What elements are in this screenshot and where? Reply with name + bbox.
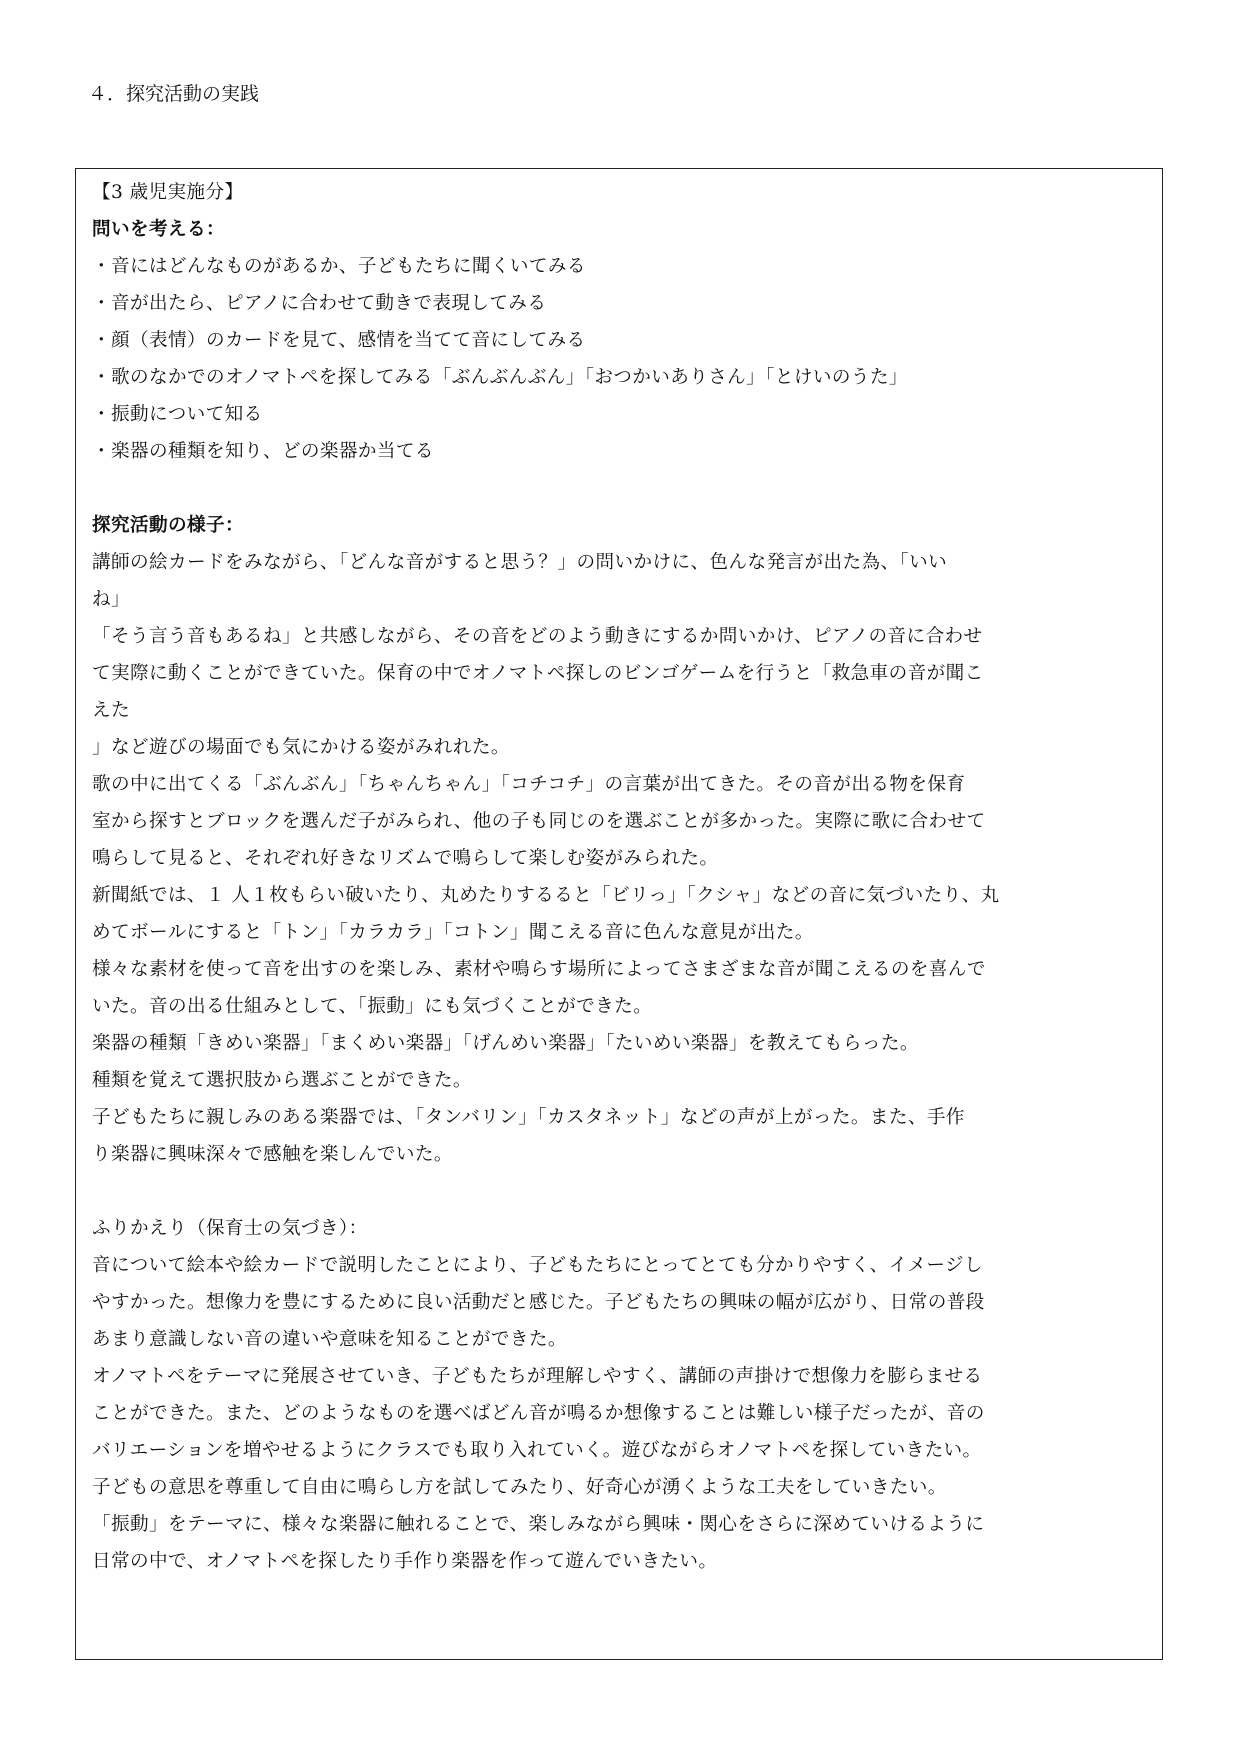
reflection-line: あまり意識しない音の違いや意味を知ることができた。 [92,1329,567,1350]
activity-line: 新聞紙では、１ 人１枚もらい破いたり、丸めたりするると「ビリっ」「クシャ」などの音に気づいたり、丸 [92,885,1000,906]
activity-line: 様々な素材を使って音を出すのを楽しみ、素材や鳴らす場所によってさまざまな音が聞こえるのを喜んで [92,959,986,980]
activity-line: 」など遊びの場面でも気にかける姿がみれれた。 [92,737,510,758]
activity-line: 歌の中に出てくる「ぶんぶん」「ちゃんちゃん」「コチコチ」の言葉が出てきた。その音が出る物を保育 [92,774,966,795]
activity-line: て実際に動くことができていた。保育の中でオノマトペ探しのビンゴゲームを行うと「救急車の音が聞こ [92,663,984,684]
activity-line: えた [92,700,130,721]
reflection-line: 音について絵本や絵カードで説明したことにより、子どもたちにとってとても分かりやすく、イメージし [92,1255,984,1276]
activity-line: 種類を覚えて選択肢から選ぶことができた。 [92,1070,472,1091]
reflection-line: 日常の中で、オノマトペを探したり手作り楽器を作って遊んでいきたい。 [92,1551,718,1572]
reflection-heading: ふりかえり（保育士の気づき）： [92,1218,368,1239]
question-item: ・楽器の種類を知り、どの楽器か当てる [92,441,434,462]
question-item: ・歌のなかでのオノマトペを探してみる「ぶんぶんぶん」「おつかいありさん」「とけいのうた」 [92,367,908,388]
activity-line: いた。音の出る仕組みとして、「振動」にも気づくことができた。 [92,996,653,1017]
activity-line: 楽器の種類「きめい楽器」「まくめい楽器」「げんめい楽器」「たいめい楽器」を教えてもらった。 [92,1033,919,1054]
activity-line: 講師の絵カードをみながら、「どんな音がすると思う？」の問いかけに、色んな発言が出た為、「いい [92,552,948,573]
activity-line: 鳴らして見ると、それぞれ好きなリズムで鳴らして楽しむ姿がみられた。 [92,848,719,869]
question-item: ・音にはどんなものがあるか、子どもたちに聞くいてみる [92,256,586,277]
activity-line: ね」 [92,589,130,610]
question-item: ・顔（表情）のカードを見て、感情を当てて音にしてみる [92,330,586,351]
questions-heading: 問いを考える： [92,219,225,240]
reflection-line: やすかった。想像力を豊にするために良い活動だと感じた。子どもたちの興味の幅が広がり、日常の普段 [92,1292,985,1313]
activity-line: 室から探すとブロックを選んだ子がみられ、他の子も同じのを選ぶことが多かった。実際に歌に合わせて [92,811,986,832]
activity-line: り楽器に興味深々で感触を楽しんでいた。 [92,1144,453,1165]
activity-line: 「そう言う音もあるね」と共感しながら、その音をどのよう動きにするか問いかけ、ピアノの音に合わせ [92,626,983,647]
question-item: ・振動について知る [92,404,263,425]
section-title: ４．探究活動の実践 [88,83,260,105]
reflection-line: バリエーションを増やせるようにクラスでも取り入れていく。遊びながらオノマトペを探していきたい。 [92,1440,982,1461]
reflection-line: オノマトペをテーマに発展させていき、子どもたちが理解しやすく、講師の声掛けで想像力を膨らませる [92,1366,983,1387]
activity-line: めてボールにすると「トン」「カラカラ」「コトン」聞こえる音に色んな意見が出た。 [92,922,814,943]
activity-line: 子どもたちに親しみのある楽器では、「タンバリン」「カスタネット」などの声が上がった。また、手作 [92,1107,965,1128]
reflection-line: ことができた。また、どのようなものを選べばどん音が鳴るか想像することは難しい様子だったが、音の [92,1403,985,1424]
age-group-header: 【3 歳児実施分】 [92,182,244,203]
question-item: ・音が出たら、ピアノに合わせて動きで表現してみる [92,293,547,314]
activity-heading: 探究活動の様子： [92,515,244,536]
reflection-line: 子どもの意思を尊重して自由に鳴らし方を試してみたり、好奇心が湧くような工夫をしていきたい。 [92,1477,947,1498]
reflection-line: 「振動」をテーマに、様々な楽器に触れることで、楽しみながら興味・関心をさらに深めていけるように [92,1514,985,1535]
